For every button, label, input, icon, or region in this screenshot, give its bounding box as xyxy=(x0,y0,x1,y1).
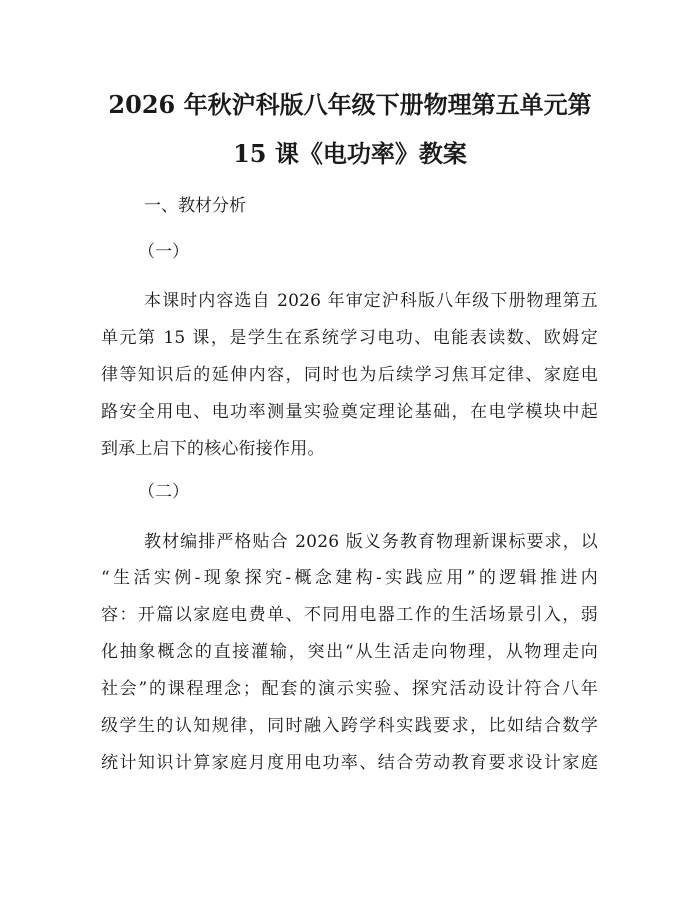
paragraph-2-line: 级学生的认知规律，同时融入跨学科实践要求，比如结合数学 xyxy=(101,716,598,736)
subsection-heading-2: （二） xyxy=(138,482,189,502)
paragraph-1-line: 本课时内容选自 2026 年审定沪科版八年级下册物理第五 xyxy=(144,291,598,311)
paragraph-2-line: “生活实例-现象探究-概念建构-实践应用”的逻辑推进内 xyxy=(101,568,598,588)
paragraph-2-line: 统计知识计算家庭月度用电功率、结合劳动教育要求设计家庭 xyxy=(101,753,598,773)
document-title-line-1: 2026 年秋沪科版八年级下册物理第五单元第 xyxy=(108,90,592,119)
paragraph-2-line: 容：开篇以家庭电费单、不同用电器工作的生活场景引入，弱 xyxy=(101,605,598,625)
paragraph-1-line: 到承上启下的核心衔接作用。 xyxy=(101,439,325,459)
paragraph-1-line: 路安全用电、电功率测量实验奠定理论基础，在电学模块中起 xyxy=(101,402,598,422)
section-heading-teaching-material-analysis: 一、教材分析 xyxy=(144,196,246,216)
subsection-heading-1: （一） xyxy=(138,242,189,262)
paragraph-1-line: 单元第 15 课，是学生在系统学习电功、电能表读数、欧姆定 xyxy=(101,328,598,348)
paragraph-2-line: 化抽象概念的直接灌输，突出“从生活走向物理，从物理走向 xyxy=(101,642,598,662)
paragraph-1-line: 律等知识后的延伸内容，同时也为后续学习焦耳定律、家庭电 xyxy=(101,365,598,385)
paragraph-2-line: 教材编排严格贴合 2026 版义务教育物理新课标要求，以 xyxy=(144,532,598,552)
paragraph-2-line: 社会”的课程理念；配套的演示实验、探究活动设计符合八年 xyxy=(101,679,598,699)
document-title-line-2: 15 课《电功率》教案 xyxy=(233,139,467,168)
